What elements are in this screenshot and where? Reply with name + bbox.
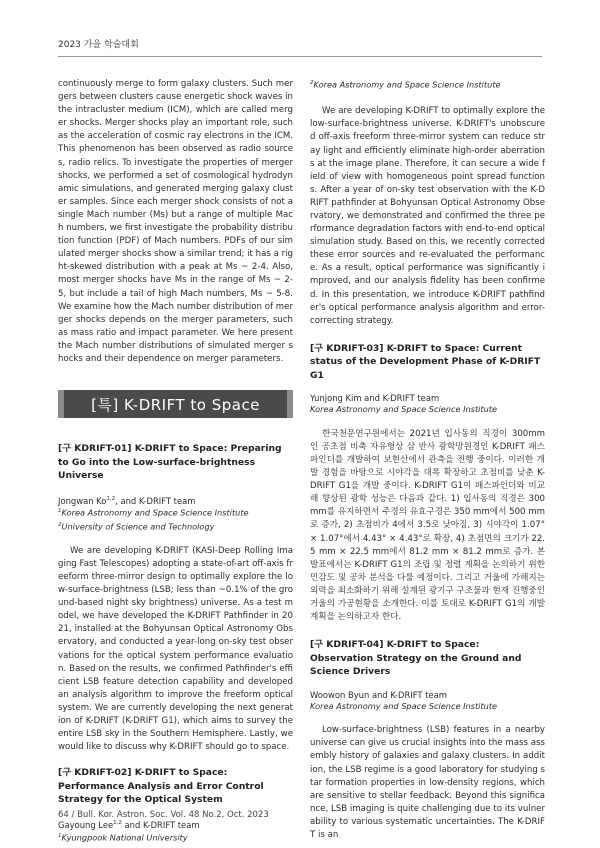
kd01-author-main: Jongwan Ko <box>58 495 107 506</box>
kd02-affil1-text: Kyungpook National University <box>61 832 188 843</box>
kd04-title: [구 KDRIFT-04] K-DRIFT to Space: Observation Strategy on the Ground and Science Drivers <box>310 639 522 678</box>
kd01-affil2-text: University of Science and Technology <box>61 521 215 532</box>
kd02-abstract: We are developing K-DRIFT to optimally explore the low-surface-brightness universe. K-DRIFT's unobscured off-axis freeform three-mirror system can reduce stray light and efficiently eliminate high-order aberrations at the image plane. Therefore, it can secure a wide field of view with homogeneous point spread functions. After a year of on-sky test observation with the K-DRIFT pathfinder at Bohyunsan Optical Astronomy Observatory, we demonstrated and confirmed the three performance degradation factors with end-to-end optical simulation study. Based on this, we recently corrected these error sources and re-evaluated the performance. As a result, optical performance was significantly improved, and our analysis fidelity has been confirmed. In this presentation, we introduce K-DRIFT pathfinder's optical performance analysis algorithm and error-correcting strategy. <box>310 106 545 326</box>
kd02-affil2-text: Korea Astronomy and Space Science Institute <box>313 79 501 90</box>
kd04-affiliations <box>310 701 545 713</box>
kd03-affil: Korea Astronomy and Space Science Institute <box>310 404 498 415</box>
kd02-author-sup: 1,2 <box>113 819 122 826</box>
intro-paragraph: continuously merge to form galaxy clusters. Such mergers between clusters cause energetic shock waves in the intracluster medium (ICM), which are called merger shocks. Merger shocks play an important role, such as the acceleration of cosmic ray electrons in the ICM. This phenomenon has been observed as radio sources, radio relics. To investigate the properties of merger shocks, we performed a set of cosmological hydrodynamic simulations, and generated merging galaxy cluster samples. Since each merger shock consists of not a single Mach number (Ms) but a range of multiple Mach numbers, we first investigate the probability distribution function (PDF) of Mach numbers. PDFs of our simulated merger shocks show a similar trend; it has a right-skewed distribution with a peak at Ms ~ 2-4. Also, most merger shocks have Ms in the range of Ms ~ 2-5, but include a tail of high Mach numbers, Ms ~ 5-8. We examine how the Mach number distribution of merger shocks depends on the merger parameters, such as mass ratio and impact parameter. We here present the Mach number distributions of simulated merger shocks and their dependence on merger parameters. <box>58 79 293 364</box>
session-banner <box>58 390 293 418</box>
kd01-affiliations <box>58 506 293 532</box>
kd03-authors: Yunjong Kim and K-DRIFT team <box>310 393 440 404</box>
kd01-affil1-text: Korea Astronomy and Space Science Institute <box>61 508 249 519</box>
kd04-abstract: Low-surface-brightness (LSB) features in a nearby universe can give us crucial insights into the mass assembly history of galaxies and galaxy clusters. In addition, the LSB regime is a good laboratory for studying star formation properties in low-density regions, which are sensitive to stellar feedback. Beyond this significance, LSB imaging is quite challenging due to its vulnerability to various systematic uncertainties. The K-DRIFT is an <box>310 725 545 840</box>
kd01-affil-2 <box>58 520 293 533</box>
kd01-title: [구 KDRIFT-01] K-DRIFT to Space: Preparing to Go into the Low-surface-brightness Universe <box>58 443 282 482</box>
kd01-affil-1 <box>58 506 293 519</box>
kd02-affil1-sup: 1 <box>58 832 62 839</box>
kd02-affil2-sup: 2 <box>310 80 314 86</box>
kd01-authors <box>58 493 293 507</box>
kd02-affiliations-cont <box>310 78 545 91</box>
header-divider <box>58 56 542 57</box>
kd01-author-rest: , and K-DRIFT team <box>115 495 196 506</box>
kd01-affil2-sup: 2 <box>58 521 62 528</box>
kd02-author-main: Gayoung Lee <box>58 819 114 830</box>
kd03-abstract: 한국천문연구원에서는 2021년 입사동의 직경이 300mm인 공초점 비축 자유형상 삼 반사 광학망원경인 K-DRIFT 패스파인더를 개발하여 보현산에서 관측을 진행 중이다. 이러한 개발 경험을 바탕으로 시야각을 대폭 확장하고 초점비를 낮춘 K-DRIFT G1을 개발 중이다. K-DRIFT G1이 패스파인더와 비교해 향상된 광학 성능은 다음과 같다. 1) 입사동의 직경은 300 mm를 유지하면서 주경의 유효구경은 350 mm에서 500 mm로 증가, 2) 초점비가 4에서 3.5로 낮아짐, 3) 시야각이 1.07° × 1.07°에서 4.43° × 4.43°로 확장, 4) 초점면의 크기가 22.5 mm × 22.5 mm에서 81.2 mm × 81.2 mm로 증가. 본 발표에서는 K-DRIFT G1의 조립 및 정렬 계획을 논의하기 위한 민감도 및 공차 분석을 다룰 예정이다. 그리고 거울에 가해지는 외력을 최소화하기 위해 설계된 광기구 구조물과 현재 진행중인 거울의 가공현황을 소개한다. 이를 토대로 K-DRIFT G1의 개발계획을 논의하고자 한다. <box>310 428 545 623</box>
page-footer: 64 / Bull. Kor. Astron. Soc. Vol. 48 No.2, Oct. 2023 <box>58 810 269 820</box>
kd04-affil: Korea Astronomy and Space Science Institute <box>310 700 498 711</box>
kd03-title: [구 KDRIFT-03] K-DRIFT to Space: Current status of the Development Phase of K-DRIFT G1 <box>310 342 541 381</box>
kd01-affil1-sup: 1 <box>58 508 62 515</box>
kd02-author-rest: and K-DRIFT team <box>121 819 200 830</box>
right-column <box>310 78 545 848</box>
left-column <box>58 78 293 844</box>
running-header: 2023 가을 학술대회 <box>58 40 139 50</box>
session-banner-label: [특] K-DRIFT to Space <box>91 395 260 414</box>
kd04-authors: Woowon Byun and K-DRIFT team <box>310 689 447 700</box>
kd01-abstract: We are developing K-DRIFT (KASI-Deep Rolling Imaging Fast Telescopes) adopting a state-of-art off-axis freeform three-mirror design to optimally explore the low-surface-brightness (LSB; less than ~0.1% of the ground-based night sky brightness) universe. As a test model, we have developed the K-DRIFT Pathfinder in 2021, installed at the Bohyunsan Optical Astronomy Observatory, and conducted a year-long on-sky test observations for the optical system performance evaluation. Based on the results, we confirmed Pathfinder's efficient LSB feature detection capability and developed an analysis algorithm to improve the freeform optical system. We are currently developing the next generation of K-DRIFT (K-DRIFT G1), which aims to survey the entire LSB sky in the Southern Hemisphere. Lastly, we would like to discuss why K-DRIFT should go to space. <box>58 545 293 753</box>
kd02-affil-2 <box>310 78 545 91</box>
kd01-author-sup: 1,2 <box>106 495 116 502</box>
kd03-affiliations <box>310 404 545 416</box>
kd02-title: [구 KDRIFT-02] K-DRIFT to Space: Performance Analysis and Error Control Strategy for the Optical System <box>58 767 264 806</box>
kd02-affil-1 <box>58 831 293 844</box>
